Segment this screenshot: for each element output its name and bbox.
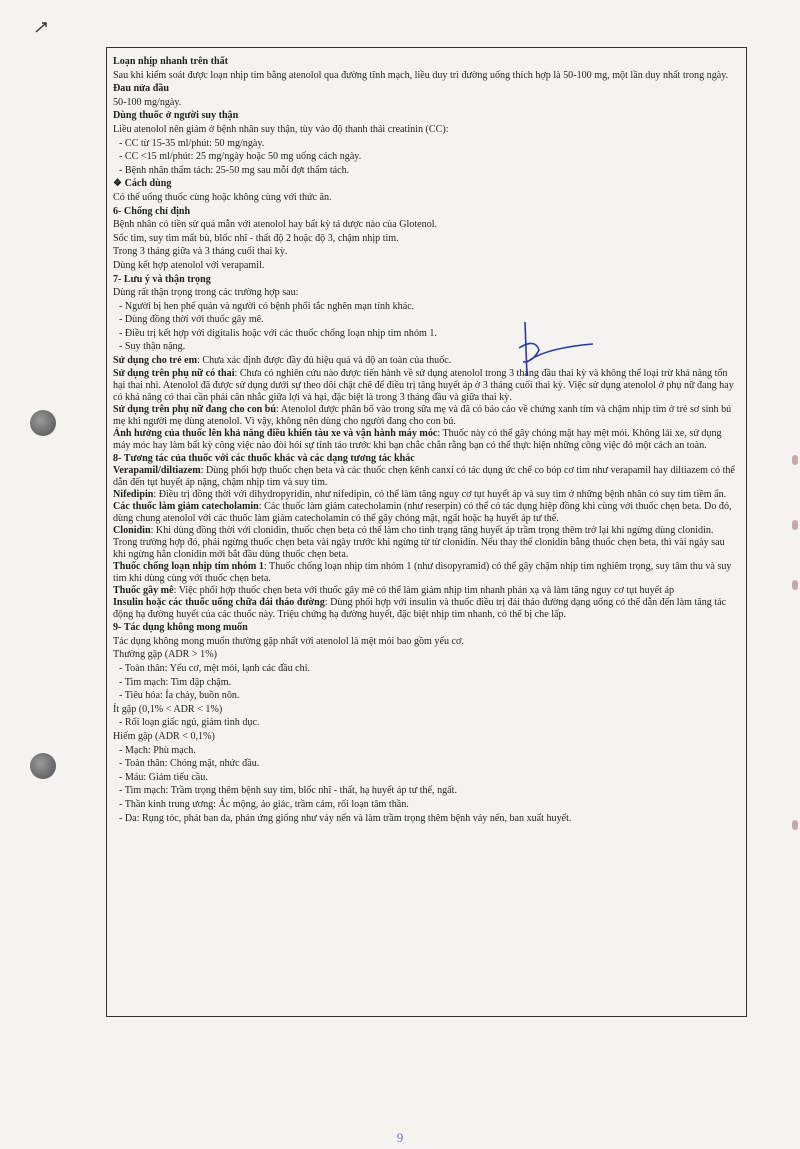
label-insulin: Insulin hoặc các thuốc uống chữa đái tháo đường xyxy=(113,597,325,609)
text-clonidin: : Khi dùng đồng thời với clonidin, thuốc chẹn beta có thể làm cho tình trạng tăng huyết áp trầm trọng thêm trở lại khi ngừng dùng clonidin. Trong trường hợp đó, phải ngừng thuốc chẹn beta vài ngày trước khi ngừng từ từ clonidin. Nếu thay thế clonidin bằng thuốc chẹn beta, thì vài ngày sau khi ngừng hẳn clonidin mới bắt đầu dùng thuốc chẹn beta. xyxy=(113,525,725,561)
list-item: - Da: Rụng tóc, phát ban da, phản ứng giống như vảy nến và làm trầm trọng thêm bệnh vảy nến, ban xuất huyết. xyxy=(113,812,740,826)
label-driving: Ảnh hưởng của thuốc lên khả năng điều khiển tàu xe và vận hành máy móc xyxy=(113,427,438,439)
para-contra: Sốc tim, suy tim mất bù, blốc nhĩ - thất độ 2 hoặc độ 3, chậm nhịp tim. xyxy=(113,232,399,244)
list-item: - Điều trị kết hợp với digitalis hoặc với các thuốc chống loạn nhịp tim nhóm 1. xyxy=(113,327,740,341)
edge-mark xyxy=(792,520,798,530)
text-nifedipin: : Điều trị đồng thời với dihydropyridin, như nifedipin, có thể làm tăng nguy cơ tụt huyết áp và suy tim ở những bệnh nhân có suy tim tiềm ẩn. xyxy=(153,489,727,501)
document-frame xyxy=(106,47,747,1017)
list-item: - Dùng đồng thời với thuốc gây mê. xyxy=(113,313,740,327)
para-interaction xyxy=(113,561,740,585)
para-interaction xyxy=(113,489,740,501)
signature xyxy=(505,318,595,378)
para-contra: Dùng kết hợp atenolol với verapamil. xyxy=(113,259,265,271)
punch-hole-bottom xyxy=(30,753,56,779)
subheading-common: Thường gặp (ADR > 1%) xyxy=(113,649,217,661)
heading-usage-text: Cách dùng xyxy=(124,178,172,190)
para-precautions-intro: Dùng rất thận trọng trong các trường hợp sau: xyxy=(113,287,299,299)
label-pregnant: Sử dụng trên phụ nữ có thai xyxy=(113,367,235,379)
edge-mark xyxy=(792,820,798,830)
list-item: - CC từ 15-35 ml/phút: 50 mg/ngày. xyxy=(113,137,740,151)
para-usage: Có thể uống thuốc cùng hoặc không cùng với thức ăn. xyxy=(113,191,332,203)
list-item: - Mạch: Phù mạch. xyxy=(113,744,740,758)
list-item: - Toàn thân: Yếu cơ, mệt mỏi, lạnh các đầu chi. xyxy=(113,662,740,676)
list-item: - Bệnh nhân thẩm tách: 25-50 mg sau mỗi đợt thẩm tách. xyxy=(113,164,740,178)
edge-mark xyxy=(792,455,798,465)
para-interaction xyxy=(113,597,740,621)
text-insulin: : Dùng phối hợp với insulin và thuốc điều trị đái tháo đường dạng uống có thể dẫn đến làm tăng tác động hạ đường huyết của các thuốc này. Triệu chứng hạ đường huyết, đặc biệt nhịp tim nhanh, có thể bị che lấp. xyxy=(113,597,727,621)
text-driving: : Thuốc này có thể gây chóng mặt hay mệt mỏi. Không lái xe, sử dụng máy móc hay làm bất kỳ công việc nào đòi hỏi sự tỉnh táo trước khi bạn chắc chắn rằng bạn có thể thực hiện những công việc đó một cách an toàn. xyxy=(113,427,722,451)
heading-adverse: 9- Tác dụng không mong muốn xyxy=(113,622,248,634)
heading-contraindications: 6- Chống chỉ định xyxy=(113,205,191,217)
label-verapamil: Verapamil/diltiazem xyxy=(113,465,201,477)
punch-hole-top xyxy=(30,410,56,436)
edge-mark xyxy=(792,580,798,590)
label-clonidin: Clonidin xyxy=(113,525,151,537)
para-migraine: 50-100 mg/ngày. xyxy=(113,96,182,108)
list-item: - Tiêu hóa: Ỉa chảy, buồn nôn. xyxy=(113,689,740,703)
para-contra: Trong 3 tháng giữa và 3 tháng cuối thai kỳ. xyxy=(113,246,288,258)
label-antiarrhythmic: Thuốc chống loạn nhịp tim nhóm 1 xyxy=(113,561,264,573)
list-item: - Suy thận nặng. xyxy=(113,340,740,354)
list-item: - Rối loạn giấc ngủ, giảm tình dục. xyxy=(113,716,740,730)
list-item: - CC <15 ml/phút: 25 mg/ngày hoặc 50 mg uống cách ngày. xyxy=(113,150,740,164)
text-verapamil: : Dùng phối hợp thuốc chẹn beta và các thuốc chẹn kênh canxi có tác dụng ức chế co bóp cơ tim như verapamil hay diltiazem có thể dẫn đến tụt huyết áp nặng, chậm nhịp tim và suy tim. xyxy=(113,465,735,489)
para-contra: Bệnh nhân có tiền sử quá mẫn với atenolol hay bất kỳ tá dược nào của Glotenol. xyxy=(113,219,438,231)
para-interaction xyxy=(113,525,740,561)
text-children: : Chưa xác định được đầy đủ hiệu quả và độ an toàn của thuốc. xyxy=(197,355,452,367)
list-item: - Tim mạch: Tim đập chậm. xyxy=(113,676,740,690)
heading-interactions: 8- Tương tác của thuốc với các thuốc khác và các dạng tương tác khác xyxy=(113,452,415,464)
para-nursing xyxy=(113,404,740,428)
list-item: - Người bị hen phế quản và người có bệnh phổi tắc nghẽn mạn tính khác. xyxy=(113,300,740,314)
label-nursing: Sử dụng trên phụ nữ đang cho con bú xyxy=(113,403,277,415)
para-adverse-intro: Tác dụng không mong muốn thường gặp nhất với atenolol là mệt mỏi bao gồm yếu cơ. xyxy=(113,635,464,647)
list-item: - Tim mạch: Trầm trọng thêm bệnh suy tim, blốc nhĩ - thất, hạ huyết áp tư thế, ngất. xyxy=(113,784,740,798)
para-svt: Sau khi kiểm soát được loạn nhịp tim bằng atenolol qua đường tĩnh mạch, liều duy trì đường uống thích hợp là 50-100 mg, một lần duy nhất trong ngày. xyxy=(113,69,729,81)
heading-migraine: Đau nửa đầu xyxy=(113,83,169,95)
subheading-uncommon: Ít gặp (0,1% < ADR < 1%) xyxy=(113,703,223,715)
para-renal-intro: Liều atenolol nên giảm ở bệnh nhân suy thận, tùy vào độ thanh thải creatinin (CC): xyxy=(113,123,449,135)
subheading-rare: Hiếm gặp (ADR < 0,1%) xyxy=(113,731,215,742)
text-anesthetic: : Việc phối hợp thuốc chẹn beta với thuốc gây mê có thể làm giảm nhịp tim nhanh phản xạ và làm tăng nguy cơ tụt huyết áp xyxy=(173,585,675,597)
list-item: - Thần kinh trung ương: Ác mộng, ảo giác, trầm cảm, rối loạn tâm thần. xyxy=(113,798,740,812)
text-catecholamin: : Các thuốc làm giảm catecholamin (như reserpin) có thể có tác dụng hiệp đồng khi cùng với thuốc chẹn beta. Do đó, dùng chung atenolol với các thuốc làm giảm catecholamin có thể gây chóng mặt, ngất hoặc hạ huyết áp tư thế. xyxy=(113,501,732,525)
para-interaction xyxy=(113,501,740,525)
para-interaction xyxy=(113,585,740,597)
text-pregnant: : Chưa có nghiên cứu nào được tiến hành về sử dụng atenolol trong 3 tháng đầu thai kỳ và không thể loại trừ khả năng tổn hại thai nhi. Atenolol đã được sử dụng dưới sự theo dõi chặt chẽ để điều trị tăng huyết áp ở 3 tháng cuối thai kỳ. Việc sử dụng atenolol ở phụ nữ đang hay có khả năng có thai cần phải cân nhắc giữa lợi và hại, đặc biệt là trong 3 tháng đầu và giữa thai kỳ. xyxy=(113,367,734,403)
page-number: 9 xyxy=(396,1130,404,1145)
para-interaction xyxy=(113,465,740,489)
list-item: - Toàn thân: Chóng mặt, nhức đầu. xyxy=(113,757,740,771)
para-driving xyxy=(113,428,740,452)
diamond-bullet-icon: ❖ xyxy=(113,178,125,190)
list-item: - Máu: Giảm tiểu cầu. xyxy=(113,771,740,785)
corner-mark-icon xyxy=(34,20,50,34)
heading-precautions: 7- Lưu ý và thận trọng xyxy=(113,273,211,285)
heading-renal: Dùng thuốc ở người suy thận xyxy=(113,110,239,122)
text-nursing: : Atenolol được phân bố vào trong sữa mẹ và đã có báo cáo về chứng xanh tím và chậm nhịp tim ở trẻ sơ sinh bú mẹ khi người mẹ dùng atenolol. Vì vậy, không nên dùng cho người đang cho con bú. xyxy=(113,403,732,427)
heading-usage xyxy=(113,177,740,191)
label-children: Sử dụng cho trẻ em xyxy=(113,355,198,367)
label-anesthetic: Thuốc gây mê xyxy=(113,585,174,597)
text-antiarrhythmic: : Thuốc chống loạn nhịp tim nhóm 1 (như disopyramid) có thể gây chậm nhịp tim nghiêm trọng, suy tâm thu và suy tim khi dùng cùng với thuốc chẹn beta. xyxy=(113,561,732,585)
para-pregnant xyxy=(113,368,740,404)
para-children xyxy=(113,354,740,368)
label-catecholamin: Các thuốc làm giảm catecholamin xyxy=(113,501,259,513)
heading-svt: Loạn nhịp nhanh trên thất xyxy=(113,56,228,67)
label-nifedipin: Nifedipin xyxy=(113,489,154,501)
